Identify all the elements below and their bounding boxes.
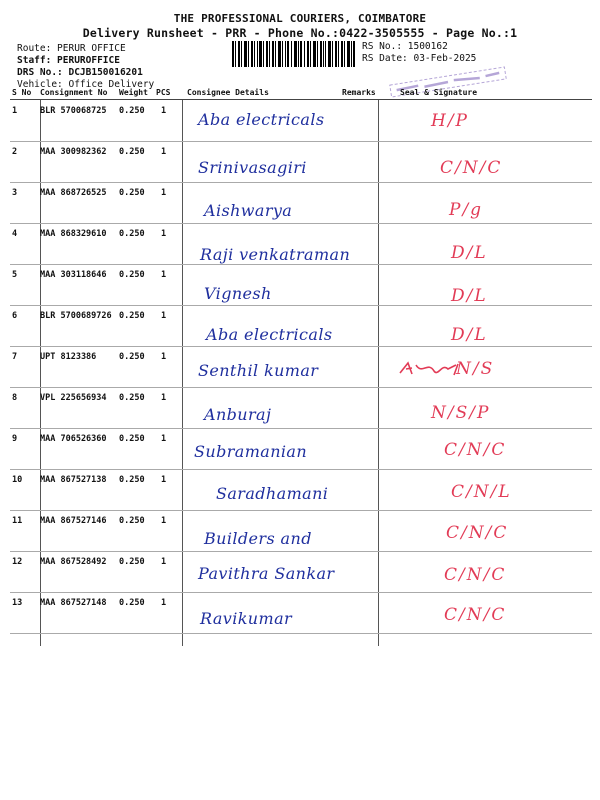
row-weight: 0.250	[119, 352, 145, 362]
row-divider	[10, 223, 592, 224]
col-header-weight: Weight	[119, 88, 148, 97]
row-divider	[10, 305, 592, 306]
row-weight: 0.250	[119, 311, 145, 321]
delivery-status-mark: C/N/C	[440, 158, 503, 178]
header-divider	[10, 99, 592, 100]
consignee-handwriting: Raji venkatraman	[200, 245, 351, 264]
rs-number: RS No.: 1500162	[362, 41, 448, 52]
row-divider	[10, 264, 592, 265]
row-sno: 4	[12, 229, 18, 239]
company-title: THE PROFESSIONAL COURIERS, COIMBATORE	[173, 12, 427, 25]
row-weight: 0.250	[119, 516, 145, 526]
consignee-handwriting: Aishwarya	[204, 201, 293, 220]
row-sno: 1	[12, 106, 18, 116]
consignee-handwriting: Senthil kumar	[198, 361, 319, 380]
consignee-handwriting: Ravikumar	[200, 609, 293, 628]
row-sno: 5	[12, 270, 18, 280]
delivery-status-mark: D/L	[451, 286, 488, 306]
row-sno: 7	[12, 352, 18, 362]
row-consignment-no: MAA 867527148	[40, 598, 107, 608]
row-sno: 3	[12, 188, 18, 198]
row-pcs: 1	[161, 516, 167, 526]
row-weight: 0.250	[119, 475, 145, 485]
row-sno: 8	[12, 393, 18, 403]
consignee-handwriting: Saradhamani	[216, 484, 329, 503]
row-weight: 0.250	[119, 434, 145, 444]
row-weight: 0.250	[119, 106, 145, 116]
delivery-status-mark: C/N/C	[444, 440, 507, 460]
col-header-sno: S No	[12, 88, 32, 97]
row-pcs: 1	[161, 188, 167, 198]
row-pcs: 1	[161, 106, 167, 116]
row-sno: 11	[12, 516, 23, 526]
row-weight: 0.250	[119, 147, 145, 157]
delivery-status-mark: D/L	[451, 325, 488, 345]
row-consignment-no: MAA 867527138	[40, 475, 107, 485]
col-header-consignment: Consignment No	[40, 88, 108, 97]
row-consignment-no: MAA 868726525	[40, 188, 107, 198]
row-divider	[10, 346, 592, 347]
row-divider	[10, 182, 592, 183]
delivery-status-mark: D/L	[451, 243, 488, 263]
consignee-handwriting: Pavithra Sankar	[198, 564, 335, 583]
row-divider	[10, 387, 592, 388]
row-consignment-no: MAA 300982362	[40, 147, 107, 157]
consignee-handwriting: Subramanian	[194, 442, 308, 461]
consignee-handwriting: Aba electricals	[198, 110, 325, 129]
row-divider	[10, 469, 592, 470]
row-consignment-no: MAA 867527146	[40, 516, 107, 526]
consignee-handwriting: Aba electricals	[206, 325, 333, 344]
row-consignment-no: MAA 868329610	[40, 229, 107, 239]
row-divider	[10, 633, 592, 634]
row-sno: 9	[12, 434, 18, 444]
row-pcs: 1	[161, 557, 167, 567]
row-consignment-no: BLR 5700689726	[40, 311, 112, 321]
rs-date: RS Date: 03-Feb-2025	[362, 53, 477, 64]
row-pcs: 1	[161, 311, 167, 321]
row-weight: 0.250	[119, 188, 145, 198]
row-pcs: 1	[161, 475, 167, 485]
row-pcs: 1	[161, 352, 167, 362]
row-weight: 0.250	[119, 598, 145, 608]
row-consignment-no: MAA 706526360	[40, 434, 107, 444]
delivery-status-mark: P/g	[449, 200, 484, 220]
delivery-status-mark: N/S	[456, 359, 495, 379]
delivery-status-mark: C/N/L	[451, 482, 512, 502]
row-divider	[10, 141, 592, 142]
route-label: Route: PERUR OFFICE	[17, 43, 126, 54]
row-sno: 12	[12, 557, 23, 567]
consignee-handwriting: Vignesh	[204, 284, 272, 303]
row-divider	[10, 428, 592, 429]
delivery-status-mark: C/N/C	[444, 565, 507, 585]
staff-label: Staff: PERUROFFICE	[17, 55, 120, 66]
row-sno: 2	[12, 147, 18, 157]
row-consignment-no: BLR 570068725	[40, 106, 107, 116]
col-header-remarks: Remarks	[342, 88, 376, 97]
row-weight: 0.250	[119, 270, 145, 280]
delivery-status-mark: H/P	[431, 111, 469, 131]
row-consignment-no: UPT 8123386	[40, 352, 97, 362]
consignee-handwriting: Builders and	[204, 529, 312, 548]
runsheet-subtitle: Delivery Runsheet - PRR - Phone No.:0422-3505555 - Page No.:1	[82, 26, 518, 40]
row-pcs: 1	[161, 598, 167, 608]
row-weight: 0.250	[119, 393, 145, 403]
barcode-icon	[232, 41, 356, 67]
row-pcs: 1	[161, 270, 167, 280]
row-divider	[10, 551, 592, 552]
scribble-mark	[398, 359, 468, 379]
delivery-status-mark: C/N/C	[444, 605, 507, 625]
vehicle-label: Vehicle: Office Delivery	[17, 79, 155, 90]
consignee-handwriting: Anburaj	[204, 405, 272, 424]
col-header-consignee: Consignee Details	[187, 88, 269, 97]
row-consignment-no: VPL 225656934	[40, 393, 107, 403]
row-sno: 6	[12, 311, 18, 321]
row-pcs: 1	[161, 393, 167, 403]
row-pcs: 1	[161, 229, 167, 239]
delivery-status-mark: C/N/C	[446, 523, 509, 543]
col-header-pcs: PCS	[156, 88, 171, 97]
row-pcs: 1	[161, 434, 167, 444]
row-consignment-no: MAA 303118646	[40, 270, 107, 280]
row-consignment-no: MAA 867528492	[40, 557, 107, 567]
row-divider	[10, 510, 592, 511]
row-divider	[10, 592, 592, 593]
row-weight: 0.250	[119, 229, 145, 239]
delivery-status-mark: N/S/P	[431, 403, 491, 423]
row-weight: 0.250	[119, 557, 145, 567]
row-sno: 10	[12, 475, 23, 485]
row-sno: 13	[12, 598, 23, 608]
col-header-seal: Seal & Signature	[400, 88, 478, 97]
drs-number: DRS No.: DCJB150016201	[17, 67, 143, 78]
consignee-handwriting: Srinivasagiri	[198, 158, 307, 177]
row-pcs: 1	[161, 147, 167, 157]
